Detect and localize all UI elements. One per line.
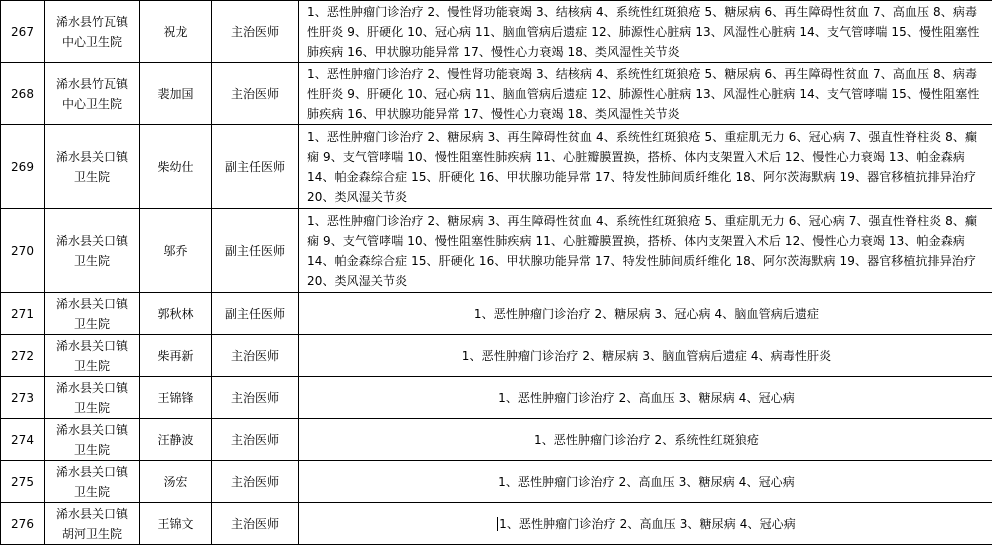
table-row (1, 335, 992, 377)
doctor-name: 邬乔 (140, 209, 212, 293)
doctor-name: 柴幼仕 (140, 125, 212, 209)
table-row (1, 419, 992, 461)
row-number: 272 (1, 335, 45, 377)
row-number: 271 (1, 293, 45, 335)
table-row (1, 377, 992, 419)
row-number: 273 (1, 377, 45, 419)
doctor-name: 郭秋林 (140, 293, 212, 335)
hospital-name: 浠水县竹瓦镇中心卫生院 (45, 63, 140, 125)
doctor-name: 柴再新 (140, 335, 212, 377)
hospital-name: 浠水县关口镇卫生院 (45, 335, 140, 377)
hospital-name: 浠水县竹瓦镇中心卫生院 (45, 1, 140, 63)
doctor-name: 裴加国 (140, 63, 212, 125)
treatment-scope: 1、恶性肿瘤门诊治疗 2、系统性红斑狼疮 (299, 419, 992, 461)
row-number: 268 (1, 63, 45, 125)
table-row (1, 293, 992, 335)
doctor-name: 王锦文 (140, 503, 212, 545)
treatment-scope: 1、恶性肿瘤门诊治疗 2、慢性肾功能衰竭 3、结核病 4、系统性红斑狼疮 5、糖尿病 6、再生障碍性贫血 7、高血压 8、病毒性肝炎 9、肝硬化 10、冠心病 11、脑血管病后遗症 12、肺源性心脏病 13、风湿性心脏病 14、支气管哮喘 15、慢性阻塞性肺疾病 16、甲状腺功能异常 17、慢性心力衰竭 18、类风湿性关节炎 (299, 1, 992, 63)
table-row (1, 209, 992, 293)
table-row (1, 461, 992, 503)
doctor-title: 副主任医师 (212, 125, 299, 209)
doctor-title: 副主任医师 (212, 293, 299, 335)
hospital-name: 浠水县关口镇卫生院 (45, 125, 140, 209)
hospital-name: 浠水县关口镇卫生院 (45, 209, 140, 293)
doctor-name: 王锦锋 (140, 377, 212, 419)
table-row (1, 125, 992, 209)
treatment-scope-text: 1、恶性肿瘤门诊治疗 2、高血压 3、糖尿病 4、冠心病 (499, 516, 796, 531)
table-row (1, 503, 992, 545)
treatment-scope: 1、恶性肿瘤门诊治疗 2、糖尿病 3、冠心病 4、脑血管病后遗症 (299, 293, 992, 335)
treatment-scope: 1、恶性肿瘤门诊治疗 2、高血压 3、糖尿病 4、冠心病 (299, 377, 992, 419)
doctor-name: 汤宏 (140, 461, 212, 503)
treatment-scope[interactable] (299, 503, 992, 545)
doctor-title: 主治医师 (212, 335, 299, 377)
hospital-name: 浠水县关口镇卫生院 (45, 377, 140, 419)
row-number: 270 (1, 209, 45, 293)
treatment-scope: 1、恶性肿瘤门诊治疗 2、高血压 3、糖尿病 4、冠心病 (299, 461, 992, 503)
row-number: 267 (1, 1, 45, 63)
treatment-scope: 1、恶性肿瘤门诊治疗 2、糖尿病 3、再生障碍性贫血 4、系统性红斑狼疮 5、重症肌无力 6、冠心病 7、强直性脊柱炎 8、癫痫 9、支气管哮喘 10、慢性阻塞性肺疾病 11、心脏瓣膜置换，搭桥、体内支架置入术后 12、慢性心力衰竭 13、帕金森病 14、帕金森综合症 15、肝硬化 16、甲状腺功能异常 17、特发性肺间质纤维化 18、阿尔茨海默病 19、器官移植抗排异治疗 20、类风湿关节炎 (299, 209, 992, 293)
doctor-title: 副主任医师 (212, 209, 299, 293)
table-row (1, 63, 992, 125)
doctor-title: 主治医师 (212, 1, 299, 63)
doctor-title: 主治医师 (212, 461, 299, 503)
treatment-scope: 1、恶性肿瘤门诊治疗 2、慢性肾功能衰竭 3、结核病 4、系统性红斑狼疮 5、糖尿病 6、再生障碍性贫血 7、高血压 8、病毒性肝炎 9、肝硬化 10、冠心病 11、脑血管病后遗症 12、肺源性心脏病 13、风湿性心脏病 14、支气管哮喘 15、慢性阻塞性肺疾病 16、甲状腺功能异常 17、慢性心力衰竭 18、类风湿性关节炎 (299, 63, 992, 125)
doctor-title: 主治医师 (212, 419, 299, 461)
text-cursor (497, 517, 498, 531)
row-number: 269 (1, 125, 45, 209)
table-row (1, 1, 992, 63)
doctor-title: 主治医师 (212, 377, 299, 419)
hospital-name: 浠水县关口镇卫生院 (45, 461, 140, 503)
treatment-scope: 1、恶性肿瘤门诊治疗 2、糖尿病 3、脑血管病后遗症 4、病毒性肝炎 (299, 335, 992, 377)
row-number: 275 (1, 461, 45, 503)
doctor-name: 祝龙 (140, 1, 212, 63)
hospital-name: 浠水县关口镇卫生院 (45, 293, 140, 335)
doctor-name: 汪静波 (140, 419, 212, 461)
hospital-name: 浠水县关口镇胡河卫生院 (45, 503, 140, 545)
hospital-name: 浠水县关口镇卫生院 (45, 419, 140, 461)
doctor-title: 主治医师 (212, 503, 299, 545)
row-number: 274 (1, 419, 45, 461)
row-number: 276 (1, 503, 45, 545)
treatment-scope: 1、恶性肿瘤门诊治疗 2、糖尿病 3、再生障碍性贫血 4、系统性红斑狼疮 5、重症肌无力 6、冠心病 7、强直性脊柱炎 8、癫痫 9、支气管哮喘 10、慢性阻塞性肺疾病 11、心脏瓣膜置换，搭桥、体内支架置入术后 12、慢性心力衰竭 13、帕金森病 14、帕金森综合症 15、肝硬化 16、甲状腺功能异常 17、特发性肺间质纤维化 18、阿尔茨海默病 19、器官移植抗排异治疗 20、类风湿关节炎 (299, 125, 992, 209)
doctor-title: 主治医师 (212, 63, 299, 125)
